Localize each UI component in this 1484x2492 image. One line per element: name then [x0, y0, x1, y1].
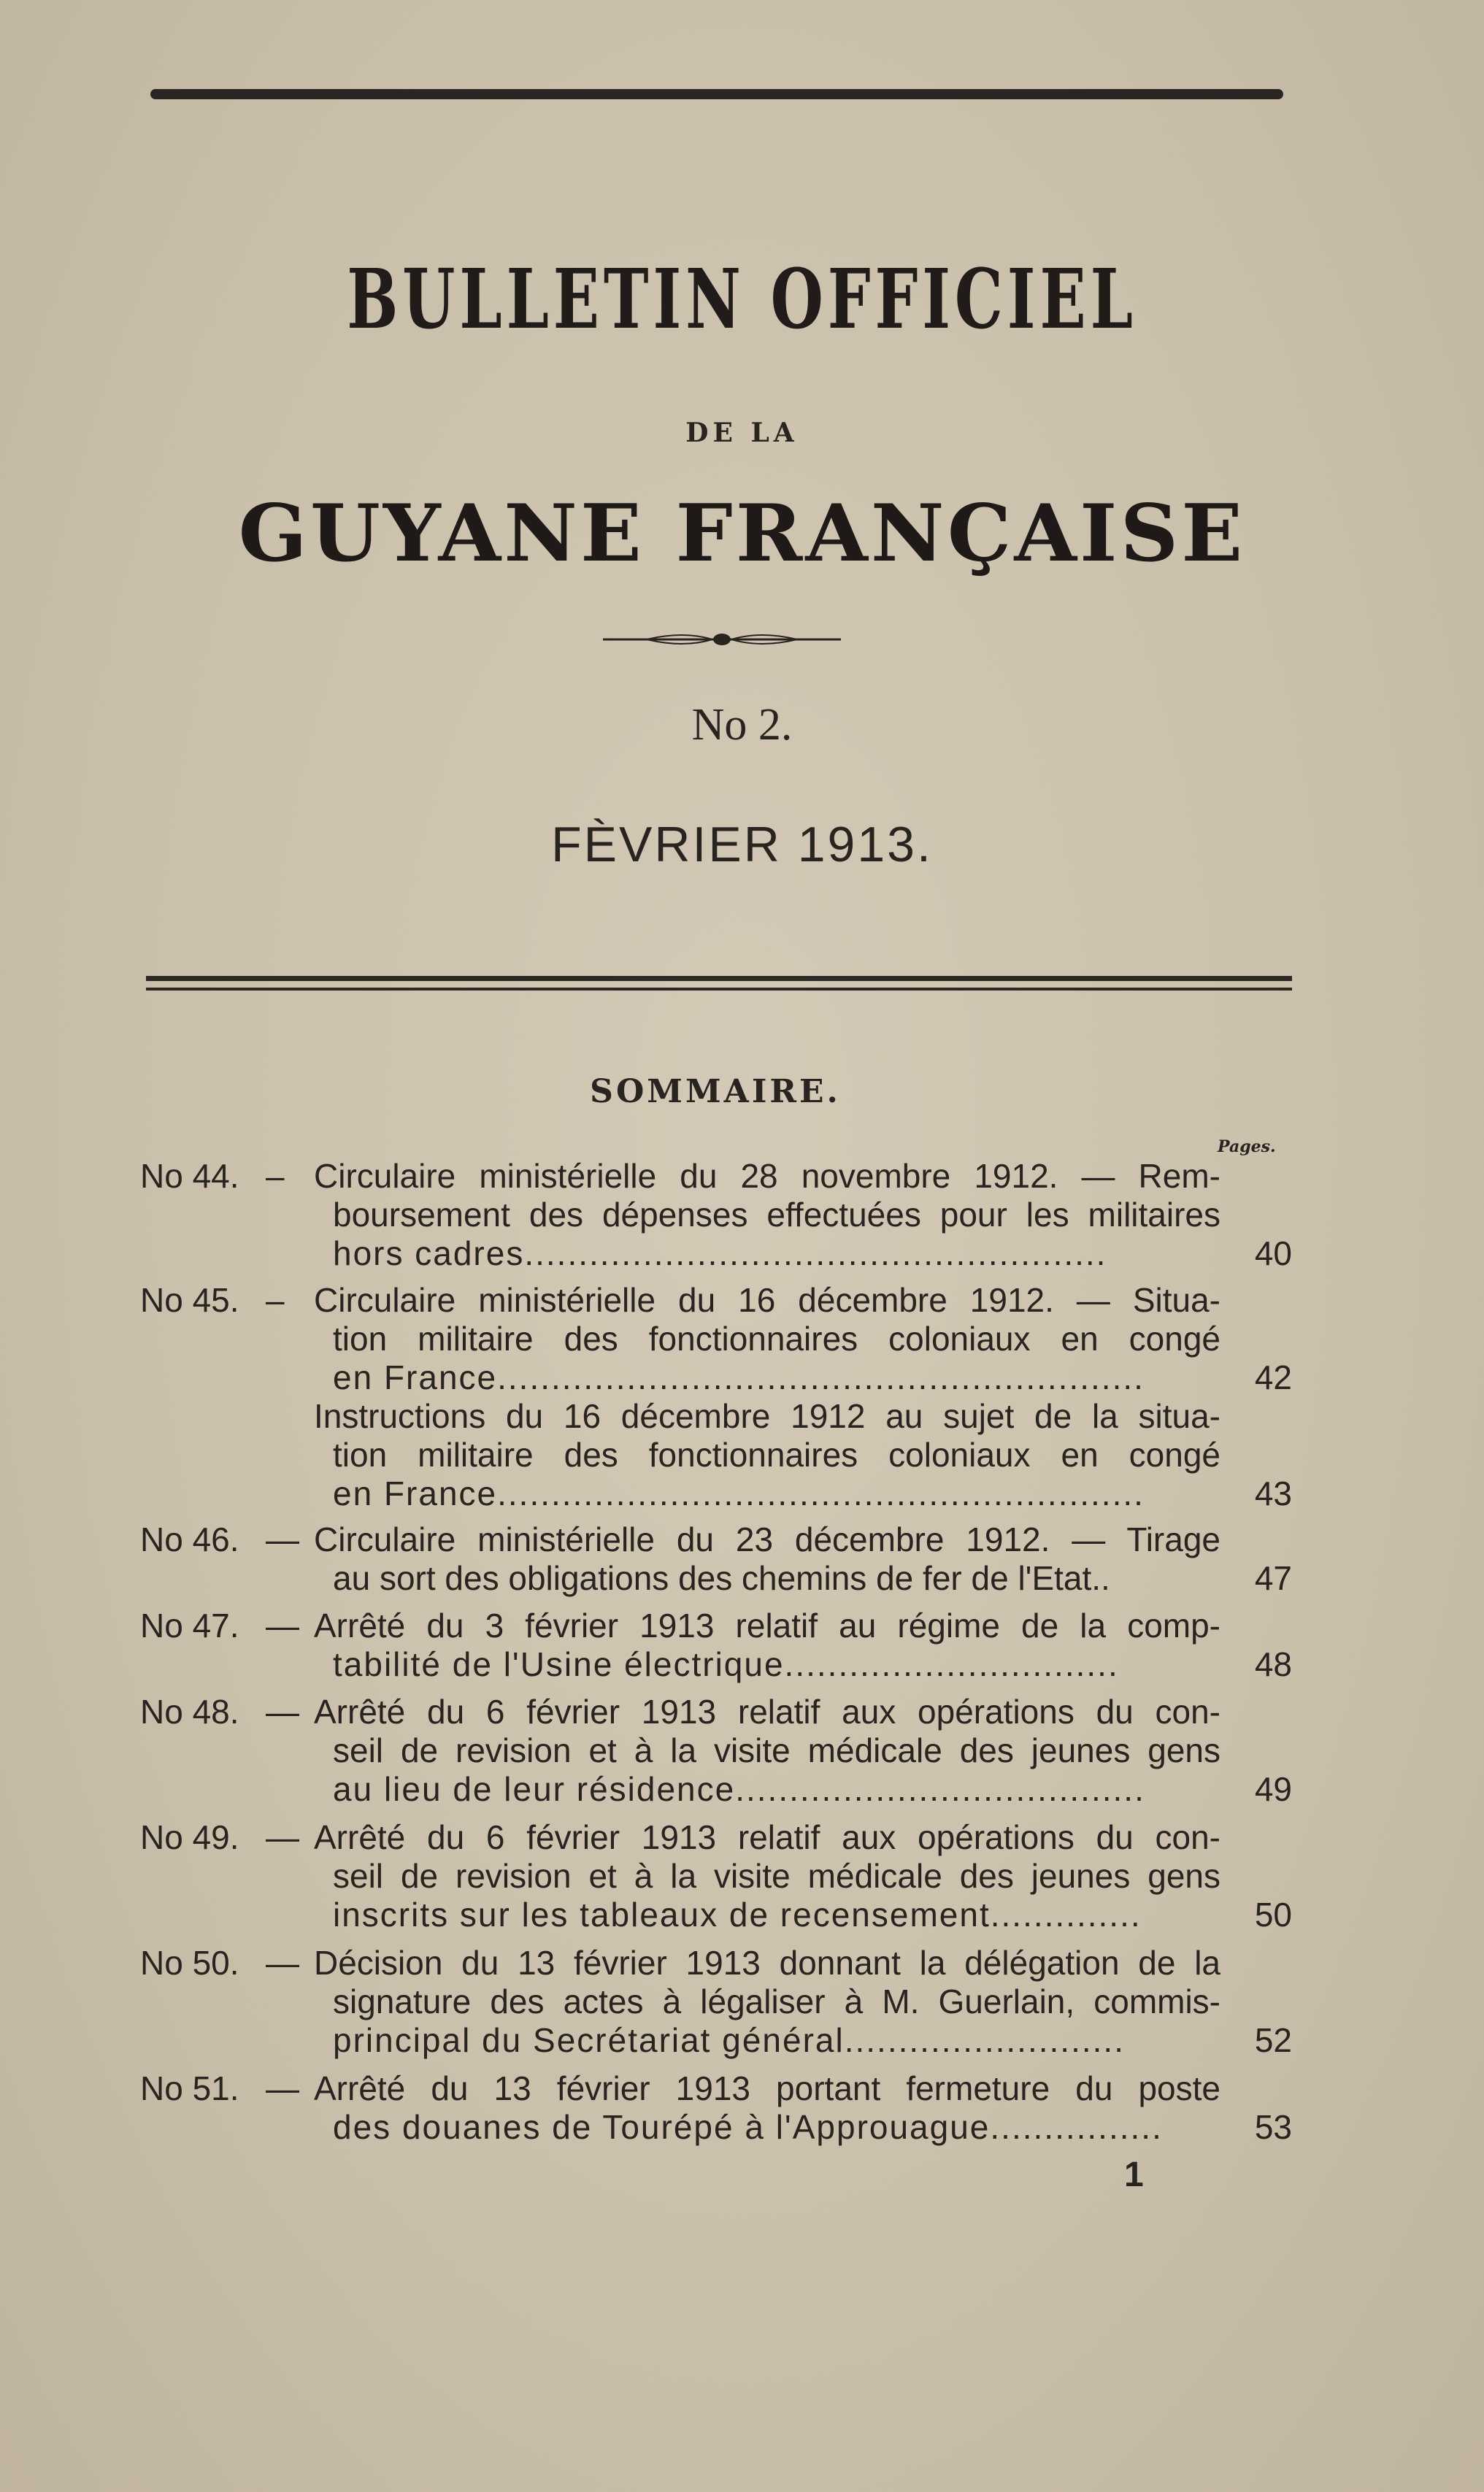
entry-dash: — — [266, 1520, 299, 1558]
entry-line: Circulaire ministérielle du 23 décembre 1912. — Tirage — [314, 1520, 1220, 1558]
entry-number: No 51. — [140, 2069, 239, 2107]
entry-line: principal du Secrétariat général.......................... — [333, 2021, 1125, 2059]
signature-mark: 1 — [1124, 2155, 1144, 2194]
double-rule-top — [146, 976, 1292, 981]
entry-dash: — — [266, 1818, 299, 1856]
entry-line: Arrêté du 6 février 1913 relatif aux opérations du con- — [314, 1818, 1220, 1856]
entry-line: Circulaire ministérielle du 16 décembre 1912. — Situa- — [314, 1281, 1220, 1319]
entry-page-number: 52 — [1254, 2021, 1292, 2059]
issue-date: FÈVRIER 1913. — [551, 817, 933, 872]
ornament-divider-icon — [603, 626, 841, 653]
entry-dash: — — [266, 1944, 299, 1982]
entry-line: Arrêté du 13 février 1913 portant fermeture du poste — [314, 2069, 1220, 2107]
entry-page-number: 43 — [1254, 1474, 1292, 1512]
entry-page-number: 53 — [1254, 2108, 1292, 2146]
entry-line: seil de revision et à la visite médicale des jeunes gens — [333, 1857, 1220, 1895]
entry-dash: – — [266, 1157, 285, 1195]
entry-line: au sort des obligations des chemins de fer de l'Etat.. — [333, 1559, 1110, 1597]
entry-page-number: 42 — [1254, 1358, 1292, 1396]
entry-number: No 46. — [140, 1520, 239, 1558]
entry-line: Circulaire ministérielle du 28 novembre 1912. — Rem- — [314, 1157, 1220, 1195]
entry-line: signature des actes à légaliser à M. Guerlain, commis- — [333, 1983, 1220, 2020]
entry-line: au lieu de leur résidence...................................... — [333, 1770, 1145, 1808]
entry-number: No 47. — [140, 1607, 239, 1645]
entry-dash: – — [266, 1281, 285, 1319]
entry-line: en France............................................................ — [333, 1358, 1145, 1396]
entry-number: No 48. — [140, 1693, 239, 1731]
entry-dash: — — [266, 2069, 299, 2107]
issue-number: No 2. — [691, 700, 793, 750]
entry-line: Décision du 13 février 1913 donnant la délégation de la — [314, 1944, 1220, 1982]
entry-line: Arrêté du 6 février 1913 relatif aux opérations du con- — [314, 1693, 1220, 1731]
entry-dash: — — [266, 1693, 299, 1731]
entry-line: seil de revision et à la visite médicale des jeunes gens — [333, 1731, 1220, 1769]
entry-dash: — — [266, 1607, 299, 1645]
entry-page-number: 50 — [1254, 1896, 1292, 1934]
entry-page-number: 40 — [1254, 1234, 1292, 1272]
title-connector: DE LA — [685, 418, 799, 448]
entry-line: des douanes de Tourépé à l'Approuague................ — [333, 2108, 1163, 2146]
entry-number: No 44. — [140, 1157, 239, 1195]
entry-page-number: 48 — [1254, 1645, 1292, 1683]
entry-number: No 45. — [140, 1281, 239, 1319]
entry-page-number: 49 — [1254, 1770, 1292, 1808]
territory-title: GUYANE FRANÇAISE — [238, 488, 1246, 580]
entry-line: hors cadres...................................................... — [333, 1234, 1107, 1272]
entry-line: en France............................................................ — [333, 1474, 1145, 1512]
top-rule — [150, 89, 1283, 99]
summary-heading: SOMMAIRE. — [590, 1073, 841, 1110]
entry-line: tion militaire des fonctionnaires coloniaux en congé — [333, 1320, 1220, 1358]
bulletin-title: BULLETIN OFFICIEL — [347, 252, 1137, 347]
pages-column-label: Pages. — [1218, 1137, 1276, 1156]
entry-line: Arrêté du 3 février 1913 relatif au régime de la comp- — [314, 1607, 1220, 1645]
entry-line: boursement des dépenses effectuées pour les militaires — [333, 1196, 1220, 1234]
entry-line: inscrits sur les tableaux de recensement.............. — [333, 1896, 1142, 1934]
entry-page-number: 47 — [1254, 1559, 1292, 1597]
entry-number: No 49. — [140, 1818, 239, 1856]
entry-line: tion militaire des fonctionnaires coloniaux en congé — [333, 1436, 1220, 1474]
entry-line: tabilité de l'Usine électrique............................... — [333, 1645, 1119, 1683]
double-rule-bottom — [146, 988, 1292, 991]
entry-line: Instructions du 16 décembre 1912 au sujet de la situa- — [314, 1397, 1220, 1435]
entry-number: No 50. — [140, 1944, 239, 1982]
